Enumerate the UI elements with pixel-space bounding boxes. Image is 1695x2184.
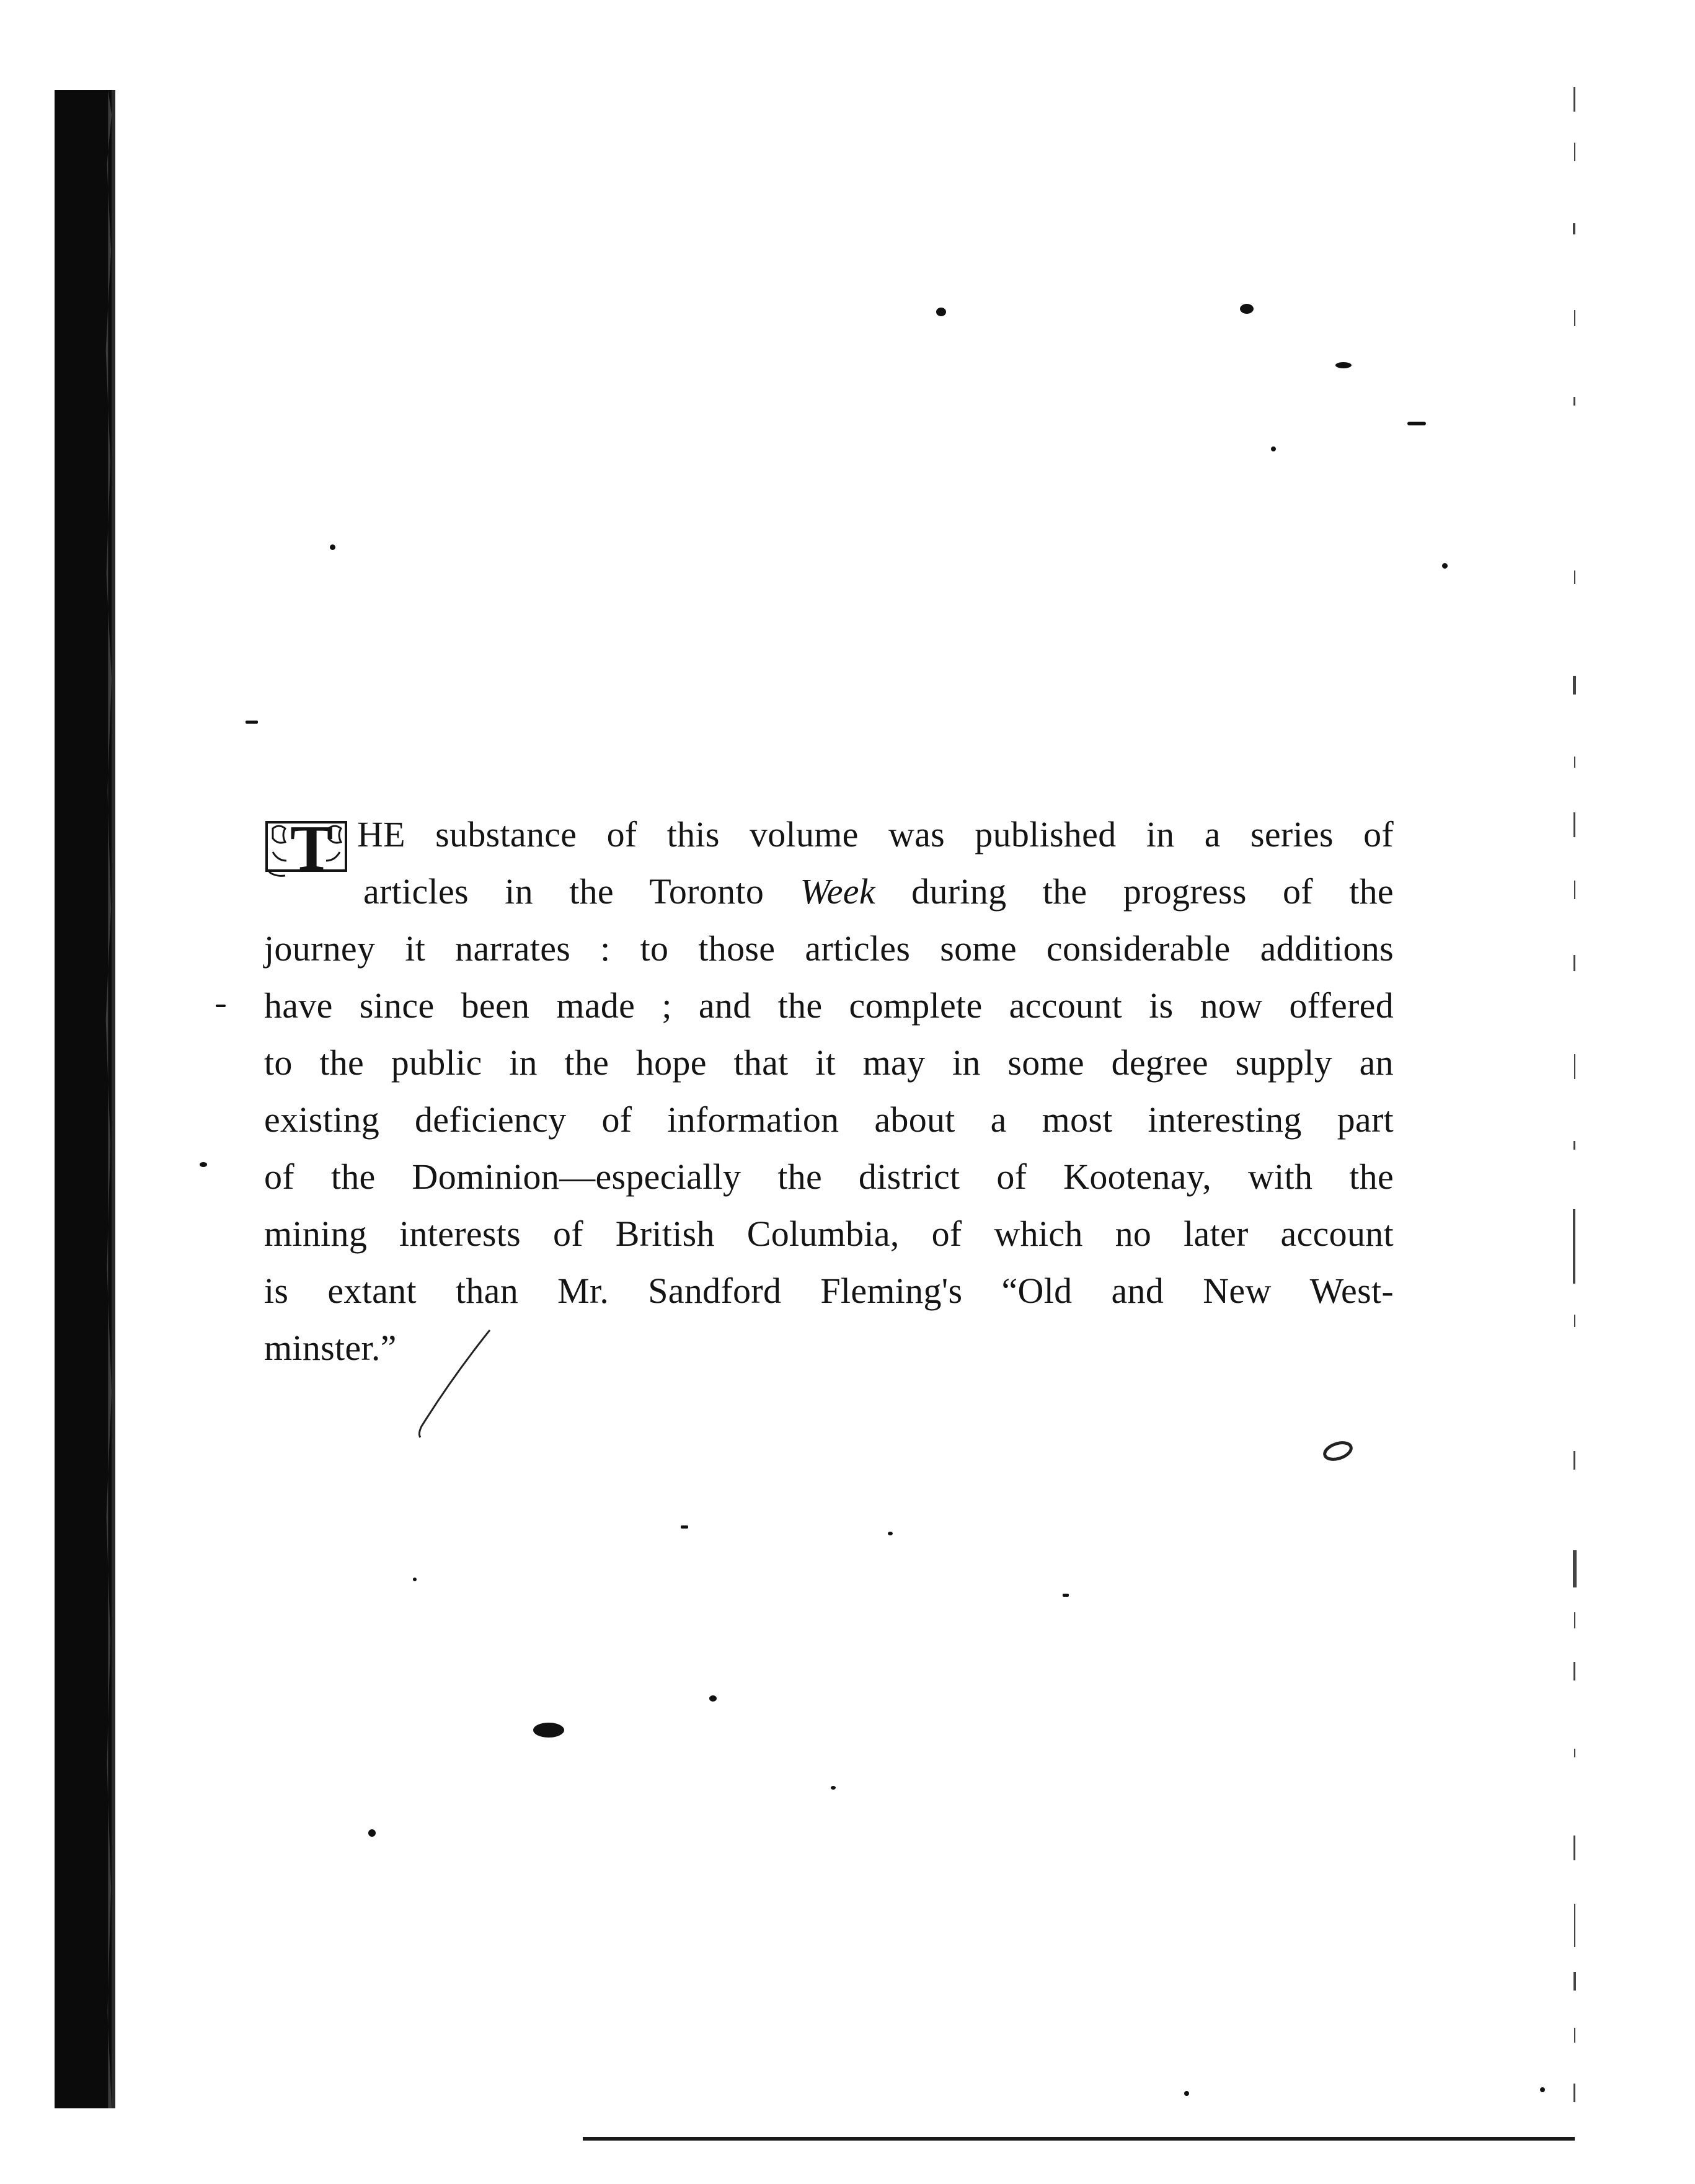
text-line-10: minster.” (264, 1328, 397, 1368)
bottom-rule (583, 2137, 1575, 2141)
scan-speck (200, 1162, 207, 1167)
text-line-9: is extant than Mr. Sandford Fleming's “Old and New West- (264, 1271, 1394, 1311)
scan-speck (1271, 446, 1276, 451)
scan-speck (709, 1695, 717, 1702)
text-line-5: to the public in the hope that it may in some degree supply an (264, 1042, 1394, 1083)
scan-speck (1335, 362, 1352, 368)
scan-speck (681, 1525, 688, 1529)
text-line-1: HE substance of this volume was published in a series of (357, 814, 1394, 855)
dropcap-letter: T (290, 812, 334, 884)
scan-speck (413, 1578, 417, 1581)
text-line-4: have since been made ; and the complete account is now offered (264, 985, 1394, 1026)
binding-edge (55, 90, 115, 2108)
scan-speck (1063, 1594, 1069, 1597)
scan-speck (831, 1786, 836, 1790)
scan-speck (533, 1723, 564, 1738)
right-scan-edge (1571, 74, 1578, 2139)
scan-speck (936, 308, 946, 316)
scan-speck (216, 1005, 226, 1007)
scan-speck (246, 721, 258, 724)
scan-ring-mark (1321, 1439, 1355, 1463)
text-line-7: of the Dominion—especially the district of Kootenay, with the (264, 1156, 1394, 1197)
ornamental-dropcap (264, 812, 350, 884)
scan-speck (1240, 304, 1254, 314)
text-line-6: existing deficiency of information about a most interesting part (264, 1099, 1394, 1140)
scan-speck (1442, 563, 1448, 569)
text-line-3: journey it narrates : to those articles some considerable additions (264, 928, 1394, 969)
scan-speck (368, 1829, 376, 1837)
binding-fray-decoration (55, 90, 112, 2108)
scan-speck (1407, 422, 1426, 425)
scan-speck (1540, 2087, 1545, 2092)
scan-speck (1184, 2091, 1189, 2096)
text-line-8: mining interests of British Columbia, of which no later account (264, 1214, 1394, 1254)
italic-week: Week (800, 871, 875, 912)
scan-speck (888, 1532, 893, 1535)
text-line-2: articles in the Toronto Week during the progress of the (363, 871, 1394, 912)
scan-speck (330, 544, 335, 550)
